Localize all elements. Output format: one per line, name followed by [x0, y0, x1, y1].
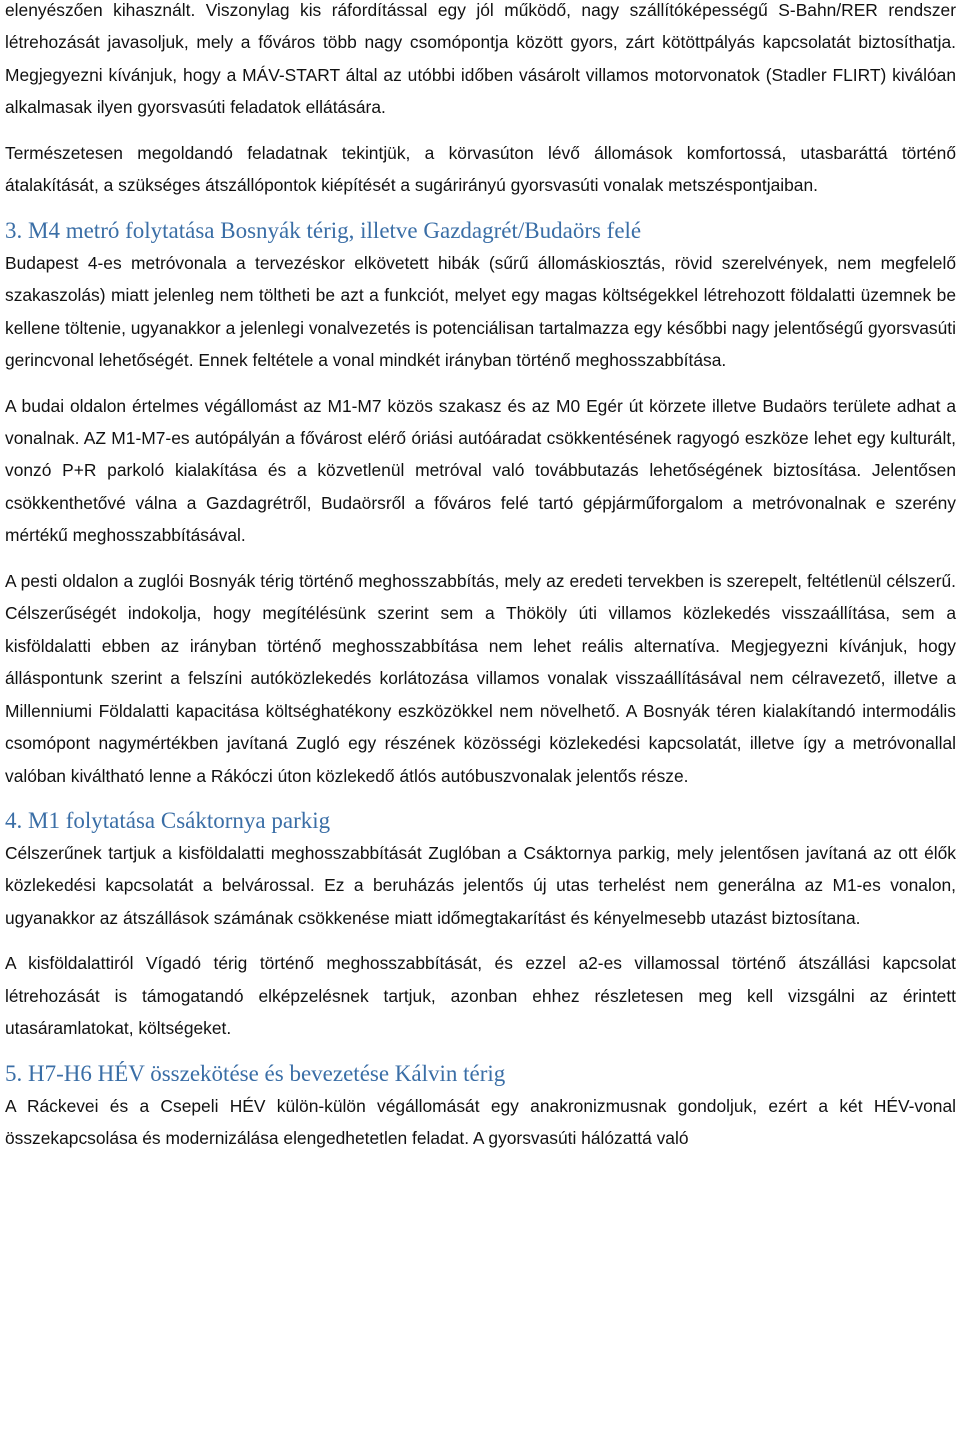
section-heading: 3. M4 metró folytatása Bosnyák térig, illetve Gazdagrét/Budaörs felé: [5, 217, 642, 243]
section-heading: 5. H7-H6 HÉV összekötése és bevezetése Kálvin térig: [5, 1060, 506, 1086]
body-paragraph: A pesti oldalon a zuglói Bosnyák térig történő meghosszabbítás, mely az eredeti tervekben is szerepelt, feltétlenül célszerű. Célszerűségét indokolja, hogy megítélésünk szerint sem a Thököly úti villamos közlekedés visszaállítása, sem a kisföldalatti ebben az irányban történő meghosszabbítása nem lehet reális alternatíva. Megjegyezni kívánjuk, hogy álláspontunk szerint a felszíni autóközlekedés korlátozása villamos vonalak visszaállításával nem célravezető, illetve a Millenniumi Földalatti kapacitása költséghatékony eszközökkel nem növelhető. A Bosnyák téren kialakítandó intermodális csomópont nagymértékben javítaná Zugló egy részének közösségi közlekedési kapcsolatát, illetve így a metróvonallal valóban kiváltható lenne a Rákóczi úton közlekedő átlós autóbuszvonalak jelentős része.: [5, 570, 956, 786]
section-heading: 4. M1 folytatása Csáktornya parkig: [5, 807, 331, 833]
body-paragraph: A kisföldalattiról Vígadó térig történő meghosszabbítását, és ezzel a2-es villamossal történő átszállási kapcsolat létrehozását is támogatandó elképzelésnek tartjuk, azonban ehhez részletesen meg kell vizsgálni az érintett utasáramlatokat, költségeket.: [5, 953, 956, 1039]
body-paragraph: A budai oldalon értelmes végállomást az M1-M7 közös szakasz és az M0 Egér út körzete illetve Budaörs területe adhat a vonalnak. AZ M1-M7-es autópályán a fővárost elérő óriási autóáradat csökkentésének ragyogó eszköze lehet egy kulturált, vonzó P+R parkoló kialakítása és a közvetlenül metróval való továbbutazás lehetőségének biztosítása. Jelentősen csökkenthetővé válna a Gazdagrétről, Budaörsről a főváros felé tartó gépjárműforgalom a metróvonalnak e szerény mértékű meghosszabbításával.: [5, 395, 956, 546]
body-paragraph: elenyészően kihasznált. Viszonylag kis ráfordítással egy jól működő, nagy szállítóképességű S-Bahn/RER rendszer létrehozását javasoljuk, mely a főváros több nagy csomópontja között gyors, zárt kötöttpályás kapcsolatát biztosíthatja. Megjegyezni kívánjuk, hogy a MÁV-START által az utóbbi időben vásárolt villamos motorvonatok (Stadler FLIRT) kiválóan alkalmasak ilyen gyorsvasúti feladatok ellátására.: [5, 0, 956, 118]
document-page: [5, 0, 956, 1168]
body-paragraph: A Ráckevei és a Csepeli HÉV külön-külön végállomását egy anakronizmusnak gondoljuk, ezért a két HÉV-vonal összekapcsolása és modernizálása elengedhetetlen feladat. A gyorsvasúti hálózattá való: [5, 1095, 956, 1149]
body-paragraph: Budapest 4-es metróvonala a tervezéskor elkövetett hibák (sűrű állomáskiosztás, rövid szerelvények, nem megfelelő szakaszolás) miatt jelenleg nem töltheti be azt a funkciót, melyet egy magas költségekkel létrehozott földalatti üzemnek be kellene töltenie, ugyanakkor a jelenlegi vonalvezetés is potenciálisan tartalmazza egy későbbi nagy jelentőségű gyorsvasúti gerincvonal lehetőségét. Ennek feltétele a vonal mindkét irányban történő meghosszabbítása.: [5, 252, 956, 371]
body-paragraph: Természetesen megoldandó feladatnak tekintjük, a körvasúton lévő állomások komfortossá, utasbaráttá történő átalakítását, a szükséges átszállópontok kiépítését a sugárirányú gyorsvasúti vonalak metszéspontjaiban.: [5, 142, 956, 196]
body-paragraph: Célszerűnek tartjuk a kisföldalatti meghosszabbítását Zuglóban a Csáktornya parkig, mely jelentősen javítaná az ott élők közlekedési kapcsolatát a belvárossal. Ez a beruházás jelentős új utas terhelést nem generálna az M1-es vonalon, ugyanakkor az átszállások számának csökkenése miatt időmegtakarítást és kényelmesebb utazást biztosítana.: [5, 842, 956, 928]
